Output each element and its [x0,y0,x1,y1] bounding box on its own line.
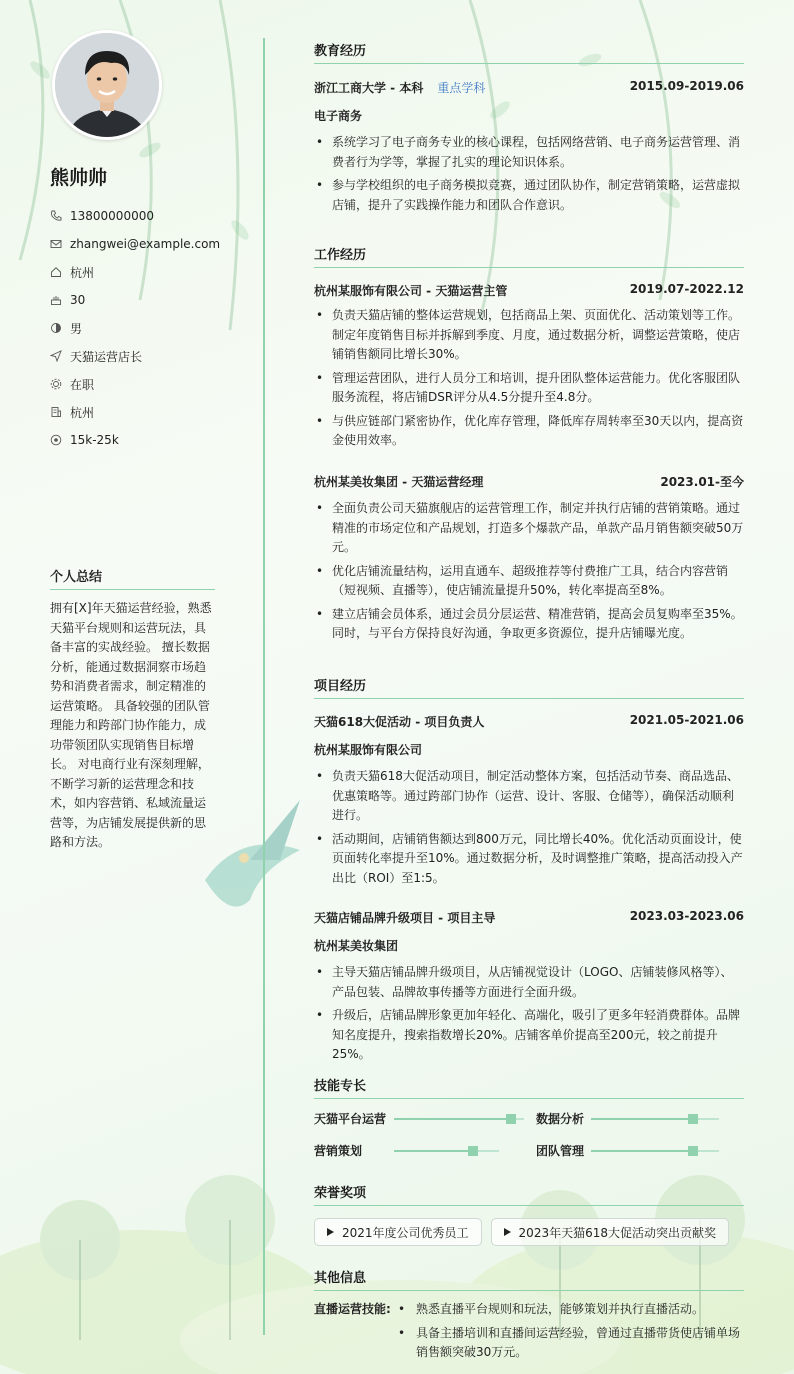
job-2-bullets [314,499,744,648]
play-icon [327,1228,334,1236]
award-item [314,1218,482,1246]
list-item: • 建立店铺会员体系，通过会员分层运营、精准营销，提高会员复购率至35%。同时，与平台方保持良好沟通，争取更多资源位，提升店铺曝光度。 [314,605,744,644]
awards-title: 荣誉奖项 [314,1182,744,1206]
skill-label: 营销策划 [314,1144,363,1158]
other-title: 其他信息 [314,1267,744,1291]
info-phone-text: 13800000000 [70,209,154,223]
project-2-company: 杭州某美妆集团 [314,939,399,953]
project-1-head [314,713,744,730]
age-icon [50,294,62,306]
job-2-title: 杭州某美妆集团 - 天猫运营经理 [314,475,484,489]
list-item: • 升级后，店铺品牌形象更加年轻化、高端化，吸引了更多年轻消费群体。品牌知名度提升，搜索指数增长20%。店铺客单价提高至200元，较之前提升25%。 [314,1006,744,1065]
award-label: 2023年天猫618大促活动突出贡献奖 [518,1225,716,1240]
list-item: • 管理运营团队，进行人员分工和培训，提升团队整体运营能力。优化客服团队服务流程，将店铺DSR评分从4.5分提升至4.8分。 [314,369,744,408]
list-item: • 全面负责公司天猫旗舰店的运营管理工作，制定并执行店铺的营销策略。通过精准的市场定位和产品规划，打造多个爆款产品，单款产品月销售额突破50万元。 [314,499,744,558]
skill-fill [394,1118,511,1120]
skill-label: 数据分析 [536,1112,585,1126]
info-phone [50,202,220,230]
project-2-title: 天猫店铺品牌升级项目 - 项目主导 [314,911,496,925]
info-salary [50,426,220,454]
avatar-portrait [55,33,159,137]
job-1-date: 2019.07-2022.12 [629,282,744,296]
info-work-city [50,398,220,426]
award-item [491,1218,729,1246]
info-city-text: 杭州 [70,265,95,280]
work-title: 工作经历 [314,244,744,268]
education-head [314,79,744,96]
summary-text: 拥有[X]年天猫运营经验，熟悉天猫平台规则和运营玩法，具备丰富的实战经验。 擅长数据分析，能通过数据洞察市场趋势和消费者需求，制定精准的运营策略。 具备较强的团队管理能力和跨部门协作能力，成功带领团队实现销售目标增长。 对电商行业有深刻理解，不断学习新的运营理念和技术，如内容营销、私域流量运营等，为店铺发展提供新的思路和方法。 [50,601,212,849]
list-item: • 负责天猫618大促活动项目，制定活动整体方案，包括活动节奏、商品选品、优惠策略等。通过跨部门协作（运营、设计、客服、仓储等），确保活动顺利进行。 [314,767,744,826]
list-item: • 参与学校组织的电子商务模拟竞赛，通过团队协作，制定营销策略，运营虚拟店铺，提升了实践操作能力和团队合作意识。 [314,176,744,215]
job-1-bullets [314,306,744,455]
info-salary-text: 15k-25k [70,433,119,447]
other-bullets [394,1300,744,1367]
list-item: • 优化店铺流量结构，运用直通车、超级推荐等付费推广工具，结合内容营销（短视频、直播等），使店铺流量提升50%，转化率提高至8%。 [314,562,744,601]
skills-title: 技能专长 [314,1075,744,1099]
info-status-text: 在职 [70,377,95,392]
education-school-wrap [314,79,485,96]
info-gender-text: 男 [70,321,83,336]
education-bullets [314,133,744,219]
list-item: • 活动期间，店铺销售额达到800万元，同比增长40%。优化活动页面设计，使页面转化率提升至10%。通过数据分析，及时调整推广策略，提高活动投入产出比（ROI）至1:5。 [314,830,744,889]
mail-icon [50,238,62,250]
award-label: 2021年度公司优秀员工 [342,1225,469,1240]
project-2-bullets [314,963,744,1069]
info-position [50,342,220,370]
job-2-date: 2023.01-至今 [660,475,744,489]
skill-bar [394,1118,524,1120]
skill-fill [591,1118,693,1120]
info-work-city-text: 杭州 [70,405,95,420]
education-tag: 重点学科 [437,81,486,95]
info-email-text: zhangwei@example.com [70,237,221,251]
info-email [50,230,220,258]
skill-fill [591,1150,693,1152]
list-item: • 负责天猫店铺的整体运营规划，包括商品上架、页面优化、活动策划等工作。制定年度销售目标并拆解到季度、月度，通过数据分析，调整运营策略，使店铺销售额同比增长30%。 [314,306,744,365]
list-item: • 系统学习了电子商务专业的核心课程，包括网络营销、电子商务运营管理、消费者行为学等，掌握了扎实的理论知识体系。 [314,133,744,172]
list-item: • 与供应链部门紧密协作，优化库存管理，降低库存周转率至30天以内，提高资金使用效率。 [314,412,744,451]
profile-name: 熊帅帅 [50,167,108,189]
skill-knob [688,1146,698,1156]
info-position-text: 天猫运营店长 [70,349,143,364]
info-age [50,286,220,314]
job-1-head [314,282,744,299]
building-icon [50,406,62,418]
skill-knob [506,1114,516,1124]
project-2-head [314,909,744,926]
skill-fill [394,1150,473,1152]
info-status [50,370,220,398]
awards-list [314,1218,729,1246]
education-title: 教育经历 [314,40,744,64]
list-item: • 主导天猫店铺品牌升级项目，从店铺视觉设计（LOGO、店铺装修风格等）、产品包装、品牌故事传播等方面进行全面升级。 [314,963,744,1002]
project-1-date: 2021.05-2021.06 [629,713,744,727]
skill-label: 团队管理 [536,1144,585,1158]
skill-knob [468,1146,478,1156]
info-age-text: 30 [70,293,86,307]
left-column [0,0,264,1374]
skill-item [314,1110,524,1127]
projects-title: 项目经历 [314,675,744,699]
contact-info-list [50,202,220,454]
info-city [50,258,220,286]
project-1-title: 天猫618大促活动 - 项目负责人 [314,715,485,729]
summary-title: 个人总结 [50,566,215,590]
phone-icon [50,210,62,222]
avatar [52,30,162,140]
info-gender [50,314,220,342]
list-item: • 熟悉直播平台规则和玩法，能够策划并执行直播活动。 [394,1300,744,1320]
project-1-company: 杭州某服饰有限公司 [314,743,423,757]
other-info [314,1300,744,1367]
list-item: • 具备主播培训和直播间运营经验，曾通过直播带货使店铺单场销售额突破30万元。 [394,1324,744,1363]
education-major: 电子商务 [314,109,363,123]
status-icon [50,378,62,390]
project-1-bullets [314,767,744,892]
skill-bar [591,1150,719,1152]
job-1-title: 杭州某服饰有限公司 - 天猫运营主管 [314,284,508,298]
education-date: 2015.09-2019.06 [629,79,744,93]
skill-knob [688,1114,698,1124]
send-icon [50,350,62,362]
education-school: 浙江工商大学 - 本科 [314,81,424,95]
skill-label: 天猫平台运营 [314,1112,387,1126]
other-label: 直播运营技能: [314,1302,391,1316]
play-icon [504,1228,511,1236]
home-icon [50,266,62,278]
skill-item [536,1110,719,1127]
skill-bar [591,1118,719,1120]
column-divider [263,38,265,1335]
job-2-head [314,473,744,490]
skill-item [536,1142,719,1159]
project-2-date: 2023.03-2023.06 [629,909,744,923]
skill-bar [394,1150,499,1152]
salary-icon [50,434,62,446]
skill-item [314,1142,499,1159]
gender-icon [50,322,62,334]
